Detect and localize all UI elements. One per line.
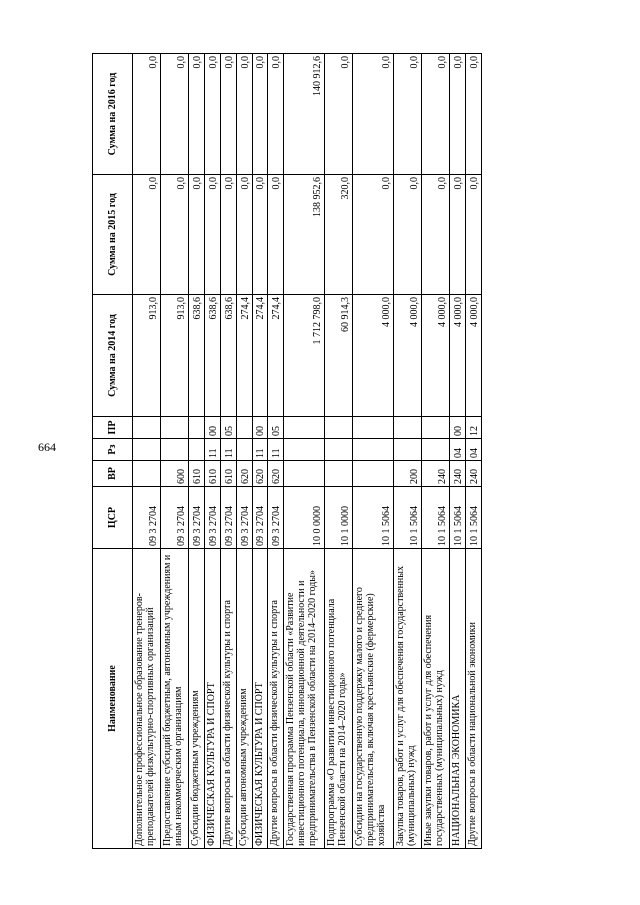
row-sum-2014: 4 000,0 bbox=[393, 295, 421, 417]
row-vr: 600 bbox=[161, 461, 189, 487]
row-sum-2016: 0,0 bbox=[133, 54, 161, 175]
header-pr: ПР bbox=[93, 417, 133, 439]
row-sum-2014: 4 000,0 bbox=[450, 295, 466, 417]
row-sum-2014: 60 914,3 bbox=[324, 295, 352, 417]
row-sum-2014: 4 000,0 bbox=[353, 295, 394, 417]
row-pr bbox=[189, 417, 205, 439]
row-sum-2016: 0,0 bbox=[422, 54, 450, 175]
row-pr bbox=[324, 417, 352, 439]
row-sum-2015: 0,0 bbox=[353, 175, 394, 295]
table-row bbox=[189, 54, 205, 849]
row-sum-2015: 138 952,6 bbox=[284, 175, 325, 295]
row-sum-2016: 0,0 bbox=[466, 54, 482, 175]
row-pr: 00 bbox=[450, 417, 466, 439]
row-sum-2015: 0,0 bbox=[161, 175, 189, 295]
header-sum-2014: Сумма на 2014 год bbox=[93, 295, 133, 417]
row-sum-2014: 913,0 bbox=[161, 295, 189, 417]
row-vr: 610 bbox=[221, 461, 237, 487]
row-sum-2014: 274,4 bbox=[252, 295, 268, 417]
row-pr: 12 bbox=[466, 417, 482, 439]
row-name: Субсидии бюджетным учреждениям bbox=[189, 549, 205, 849]
row-rz: 11 bbox=[205, 439, 221, 461]
row-rz bbox=[284, 439, 325, 461]
row-vr bbox=[324, 461, 352, 487]
row-csr: 10 1 5064 bbox=[450, 487, 466, 549]
row-name: Другие вопросы в области физической культуры и спорта bbox=[221, 549, 237, 849]
row-rz: 04 bbox=[466, 439, 482, 461]
table-row bbox=[353, 54, 394, 849]
row-pr: 00 bbox=[205, 417, 221, 439]
row-csr: 09 3 2704 bbox=[133, 487, 161, 549]
row-rz: 11 bbox=[268, 439, 284, 461]
row-sum-2015: 0,0 bbox=[466, 175, 482, 295]
row-rz bbox=[422, 439, 450, 461]
row-pr: 05 bbox=[221, 417, 237, 439]
row-csr: 10 0 0000 bbox=[284, 487, 325, 549]
table-row bbox=[221, 54, 237, 849]
row-name: Другие вопросы в области физической культуры и спорта bbox=[268, 549, 284, 849]
row-sum-2014: 274,4 bbox=[268, 295, 284, 417]
row-sum-2016: 0,0 bbox=[189, 54, 205, 175]
header-rz: Рз bbox=[93, 439, 133, 461]
row-sum-2015: 0,0 bbox=[205, 175, 221, 295]
row-sum-2015: 0,0 bbox=[221, 175, 237, 295]
row-sum-2015: 0,0 bbox=[189, 175, 205, 295]
row-pr bbox=[422, 417, 450, 439]
row-sum-2016: 0,0 bbox=[205, 54, 221, 175]
row-rz: 04 bbox=[450, 439, 466, 461]
row-pr bbox=[161, 417, 189, 439]
table-row bbox=[284, 54, 325, 849]
row-vr bbox=[133, 461, 161, 487]
row-pr bbox=[393, 417, 421, 439]
row-name: Иные закупки товаров, работ и услуг для обеспечения государственных (муниципальных) нужд bbox=[422, 549, 450, 849]
row-vr bbox=[353, 461, 394, 487]
row-sum-2016: 0,0 bbox=[236, 54, 252, 175]
row-rz bbox=[393, 439, 421, 461]
table-header-row bbox=[93, 54, 133, 849]
row-sum-2014: 913,0 bbox=[133, 295, 161, 417]
row-vr: 240 bbox=[450, 461, 466, 487]
row-sum-2014: 4 000,0 bbox=[466, 295, 482, 417]
table-row bbox=[161, 54, 189, 849]
row-pr bbox=[133, 417, 161, 439]
row-csr: 09 3 2704 bbox=[252, 487, 268, 549]
row-sum-2014: 1 712 798,0 bbox=[284, 295, 325, 417]
row-rz bbox=[236, 439, 252, 461]
table-row bbox=[466, 54, 482, 849]
table-row bbox=[422, 54, 450, 849]
table-row bbox=[450, 54, 466, 849]
row-pr: 05 bbox=[268, 417, 284, 439]
row-name: Закупка товаров, работ и услуг для обеспечения государственных (муниципальных) нужд bbox=[393, 549, 421, 849]
row-csr: 09 3 2704 bbox=[221, 487, 237, 549]
row-vr: 610 bbox=[189, 461, 205, 487]
row-name: Дополнительное профессиональное образование тренеров-преподавателей физкультурно-спортивных организаций bbox=[133, 549, 161, 849]
row-vr: 240 bbox=[422, 461, 450, 487]
row-vr: 610 bbox=[205, 461, 221, 487]
row-rz bbox=[324, 439, 352, 461]
table-row bbox=[133, 54, 161, 849]
table-body bbox=[133, 54, 482, 849]
row-sum-2016: 0,0 bbox=[221, 54, 237, 175]
header-csr: ЦСР bbox=[93, 487, 133, 549]
row-name: ФИЗИЧЕСКАЯ КУЛЬТУРА И СПОРТ bbox=[205, 549, 221, 849]
row-sum-2016: 0,0 bbox=[268, 54, 284, 175]
row-sum-2016: 0,0 bbox=[353, 54, 394, 175]
row-rz: 11 bbox=[252, 439, 268, 461]
header-sum-2016: Сумма на 2016 год bbox=[93, 54, 133, 175]
row-sum-2014: 638,6 bbox=[205, 295, 221, 417]
row-sum-2015: 0,0 bbox=[133, 175, 161, 295]
row-sum-2016: 0,0 bbox=[393, 54, 421, 175]
row-sum-2015: 0,0 bbox=[236, 175, 252, 295]
row-sum-2016: 140 912,6 bbox=[284, 54, 325, 175]
row-csr: 09 3 2704 bbox=[268, 487, 284, 549]
row-rz bbox=[161, 439, 189, 461]
row-sum-2015: 0,0 bbox=[252, 175, 268, 295]
row-csr: 09 3 2704 bbox=[189, 487, 205, 549]
table-row bbox=[324, 54, 352, 849]
row-pr bbox=[284, 417, 325, 439]
budget-table-container bbox=[92, 54, 482, 849]
row-rz bbox=[189, 439, 205, 461]
row-sum-2016: 0,0 bbox=[324, 54, 352, 175]
row-rz bbox=[133, 439, 161, 461]
row-csr: 10 1 5064 bbox=[466, 487, 482, 549]
row-vr: 200 bbox=[393, 461, 421, 487]
row-sum-2016: 0,0 bbox=[161, 54, 189, 175]
page-number: 664 bbox=[38, 440, 56, 454]
row-sum-2015: 0,0 bbox=[450, 175, 466, 295]
row-csr: 10 1 5064 bbox=[353, 487, 394, 549]
row-pr bbox=[236, 417, 252, 439]
row-rz: 11 bbox=[221, 439, 237, 461]
row-vr: 620 bbox=[252, 461, 268, 487]
header-name: Наименование bbox=[93, 549, 133, 849]
row-name: НАЦИОНАЛЬНАЯ ЭКОНОМИКА bbox=[450, 549, 466, 849]
row-name: Другие вопросы в области национальной экономики bbox=[466, 549, 482, 849]
header-vr: ВР bbox=[93, 461, 133, 487]
row-rz bbox=[353, 439, 394, 461]
row-sum-2016: 0,0 bbox=[252, 54, 268, 175]
table-row bbox=[252, 54, 268, 849]
row-csr: 09 3 2704 bbox=[236, 487, 252, 549]
row-name: ФИЗИЧЕСКАЯ КУЛЬТУРА И СПОРТ bbox=[252, 549, 268, 849]
row-vr: 620 bbox=[236, 461, 252, 487]
row-csr: 10 1 5064 bbox=[393, 487, 421, 549]
row-sum-2016: 0,0 bbox=[450, 54, 466, 175]
row-sum-2014: 638,6 bbox=[221, 295, 237, 417]
row-pr bbox=[353, 417, 394, 439]
row-sum-2014: 274,4 bbox=[236, 295, 252, 417]
row-vr bbox=[284, 461, 325, 487]
row-pr: 00 bbox=[252, 417, 268, 439]
table-row bbox=[205, 54, 221, 849]
row-sum-2014: 4 000,0 bbox=[422, 295, 450, 417]
row-sum-2015: 0,0 bbox=[268, 175, 284, 295]
row-name: Субсидии автономным учреждениям bbox=[236, 549, 252, 849]
table-row bbox=[268, 54, 284, 849]
row-sum-2014: 638,6 bbox=[189, 295, 205, 417]
row-csr: 10 1 0000 bbox=[324, 487, 352, 549]
rotated-table-wrapper bbox=[92, 54, 482, 849]
row-name: Субсидии на государственную поддержку малого и среднего предпринимательства, включая крестьянские (фермерские) хозяйства bbox=[353, 549, 394, 849]
row-sum-2015: 0,0 bbox=[422, 175, 450, 295]
row-csr: 09 3 2704 bbox=[161, 487, 189, 549]
table-row bbox=[393, 54, 421, 849]
row-vr: 620 bbox=[268, 461, 284, 487]
row-sum-2015: 0,0 bbox=[393, 175, 421, 295]
row-sum-2015: 320,0 bbox=[324, 175, 352, 295]
row-vr: 240 bbox=[466, 461, 482, 487]
row-name: Подпрограмма «О развитии инвестиционного потенциала Пензенской области на 2014–2020 годы» bbox=[324, 549, 352, 849]
row-name: Государственная программа Пензенской области «Развитие инвестиционного потенциала, инновационной деятельности и предпринимательства в Пензенской области на 2014–2020 годы» bbox=[284, 549, 325, 849]
table-row bbox=[236, 54, 252, 849]
row-csr: 09 3 2704 bbox=[205, 487, 221, 549]
row-csr: 10 1 5064 bbox=[422, 487, 450, 549]
row-name: Предоставление субсидий бюджетным, автономным учреждениям и иным некоммерческим организациям bbox=[161, 549, 189, 849]
header-sum-2015: Сумма на 2015 год bbox=[93, 175, 133, 295]
budget-table bbox=[92, 53, 482, 849]
